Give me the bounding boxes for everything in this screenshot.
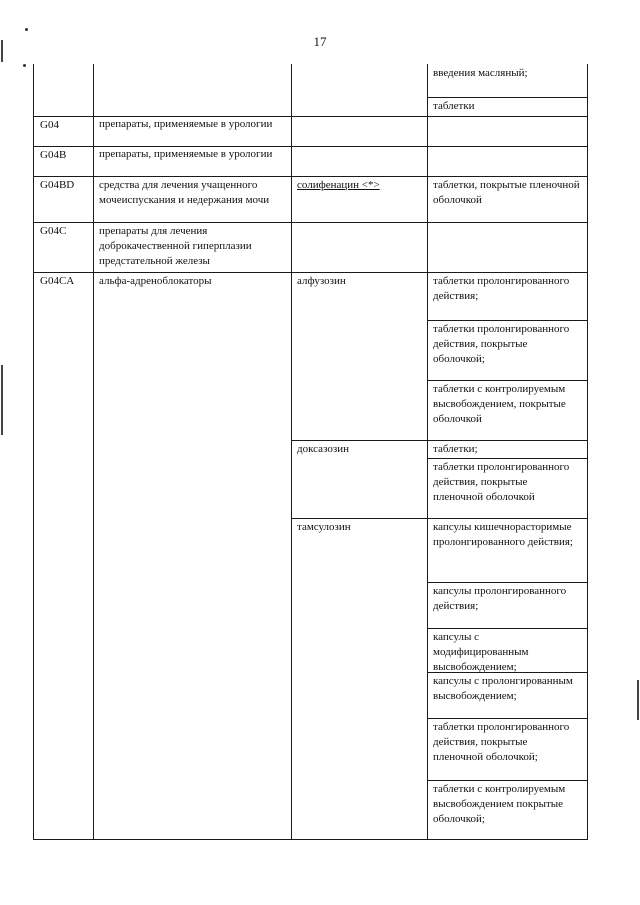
dosage-form: таблетки пролонгированного действия, покрытые пленочной оболочкой [433,461,570,503]
dosage-form: таблетки; [433,443,478,455]
dosage-form: таблетки с контролируемым высвобождением покрытые оболочкой; [433,783,566,825]
drug-group: препараты, применяемые в урологии [99,148,273,160]
dosage-form: таблетки, покрытые пленочной оболочкой [433,179,580,206]
table-border-left [33,64,34,840]
dosage-form: таблетки пролонгированного действия, покрытые пленочной оболочкой; [433,721,570,763]
row-divider [33,176,588,177]
table-border-bottom [33,839,588,840]
form-divider [427,380,588,381]
row-divider [33,272,588,273]
table-col-divider [427,64,428,840]
form-divider [427,320,588,321]
dosage-form: капсулы кишечнорасторимые пролонгированного действия; [433,521,573,548]
row-divider [33,146,588,147]
substance-name: доксазозин [297,443,349,455]
atc-code: G04 [40,119,59,131]
substance-name: солифенацин <*> [297,179,380,191]
form-divider [427,458,588,459]
dosage-form: таблетки [433,100,475,112]
table-col-divider [291,64,292,840]
form-divider [427,97,588,98]
substance-name: тамсулозин [297,521,351,533]
form-divider [427,582,588,583]
atc-code: G04BD [40,179,75,191]
dosage-form: таблетки пролонгированного действия; [433,275,570,302]
substance-divider [291,440,588,441]
table-border-right [587,64,588,840]
dosage-form: таблетки пролонгированного действия, покрытые оболочкой; [433,323,570,365]
page-number: 17 [313,34,327,49]
row-divider [33,222,588,223]
dosage-form: капсулы с модифицированным высвобождением; [433,631,529,673]
substance-name: алфузозин [297,275,346,287]
dosage-form: капсулы с пролонгированным высвобождением; [433,675,573,702]
drug-group: средства для лечения учащенного мочеиспускания и недержания мочи [99,179,270,206]
drug-group: препараты для лечения доброкачественной гиперплазии предстательной железы [99,225,252,267]
form-divider [427,780,588,781]
substance-divider [291,518,588,519]
form-divider [427,718,588,719]
row-divider [33,116,588,117]
form-divider [427,628,588,629]
dosage-form: введения масляный; [433,67,528,79]
drug-group: препараты, применяемые в урологии [99,118,273,130]
table-col-divider [93,64,94,840]
atc-code: G04B [40,149,67,161]
dosage-form: таблетки с контролируемым высвобождением, покрытые оболочкой [433,383,566,425]
atc-code: G04C [40,225,67,237]
atc-code: G04CA [40,275,75,287]
drug-group: альфа-адреноблокаторы [99,275,212,287]
dosage-form: капсулы пролонгированного действия; [433,585,567,612]
